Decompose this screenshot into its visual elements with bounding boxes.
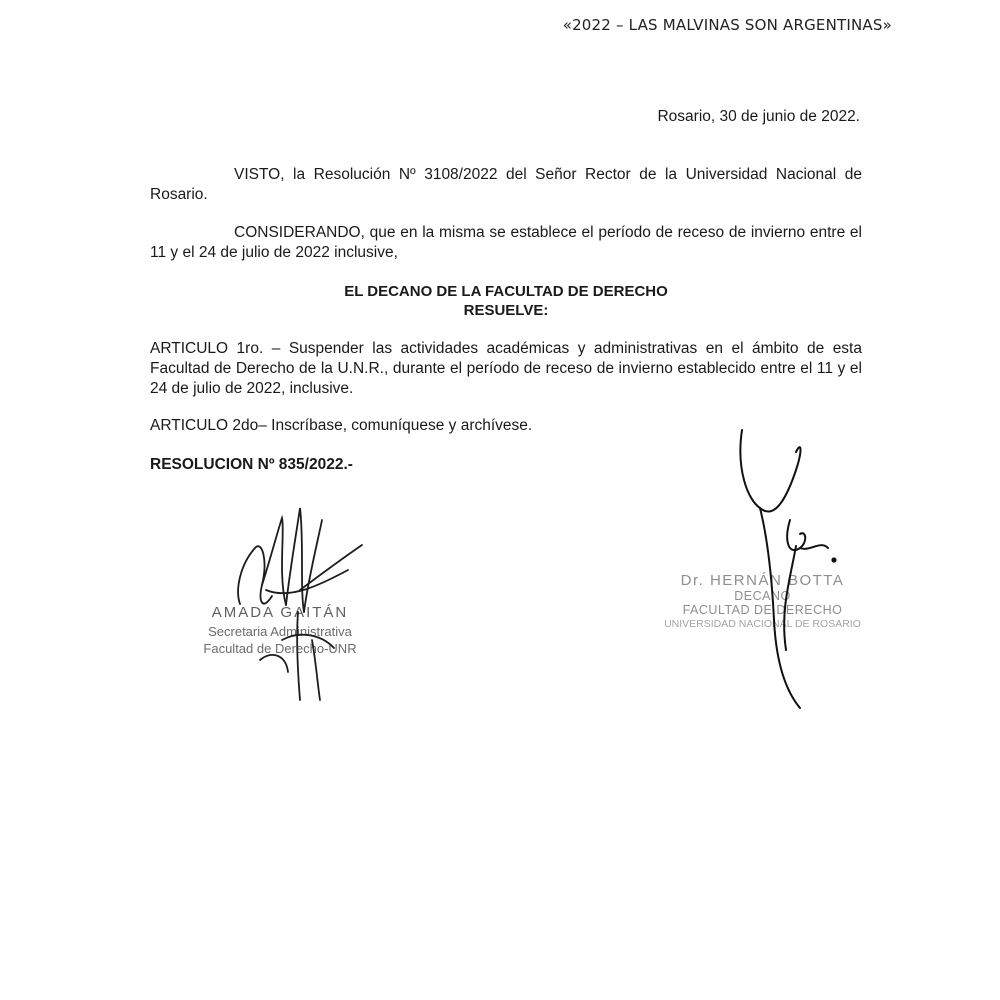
stamp-decano-role: DECANO: [734, 589, 791, 603]
stamp-decano-faculty: FACULTAD DE DERECHO: [682, 603, 843, 617]
considerando-paragraph: CONSIDERANDO, que en la misma se establece el período de receso de invierno entre el 11 y el 24 de julio de 2022 inclusive,: [150, 224, 862, 261]
header-motto: «2022 – LAS MALVINAS SON ARGENTINAS»: [562, 16, 892, 34]
stamp-decano-name: Dr. HERNÁN BOTTA: [680, 572, 845, 589]
stamp-decano-university: UNIVERSIDAD NACIONAL DE ROSARIO: [664, 618, 861, 630]
articulo-2: ARTICULO 2do– Inscríbase, comuníquese y archívese.: [150, 417, 533, 434]
signature-right: [740, 430, 835, 708]
visto-paragraph: VISTO, la Resolución Nº 3108/2022 del Señor Rector de la Universidad Nacional de Rosario.: [150, 166, 862, 203]
heading-resuelve: RESUELVE:: [463, 302, 549, 319]
stamp-secretaria-institution: Facultad de Derecho-UNR: [203, 641, 357, 656]
stamp-secretaria-name: AMADA GAITÁN: [211, 604, 349, 621]
articulo-1: ARTICULO 1ro. – Suspender las actividades académicas y administrativas en el ámbito de esta Facultad de Derecho de la U.N.R., durante el período de receso de invierno establecido entre el 11 y el 24 de julio de 2022, inclusive.: [150, 340, 862, 397]
stamp-secretaria-role: Secretaria Administrativa: [208, 624, 352, 639]
heading-authority: EL DECANO DE LA FACULTAD DE DERECHO: [344, 283, 668, 300]
resolution-number: RESOLUCION Nº 835/2022.-: [150, 456, 353, 473]
date-line: Rosario, 30 de junio de 2022.: [657, 108, 860, 125]
signature-left: [238, 508, 362, 700]
